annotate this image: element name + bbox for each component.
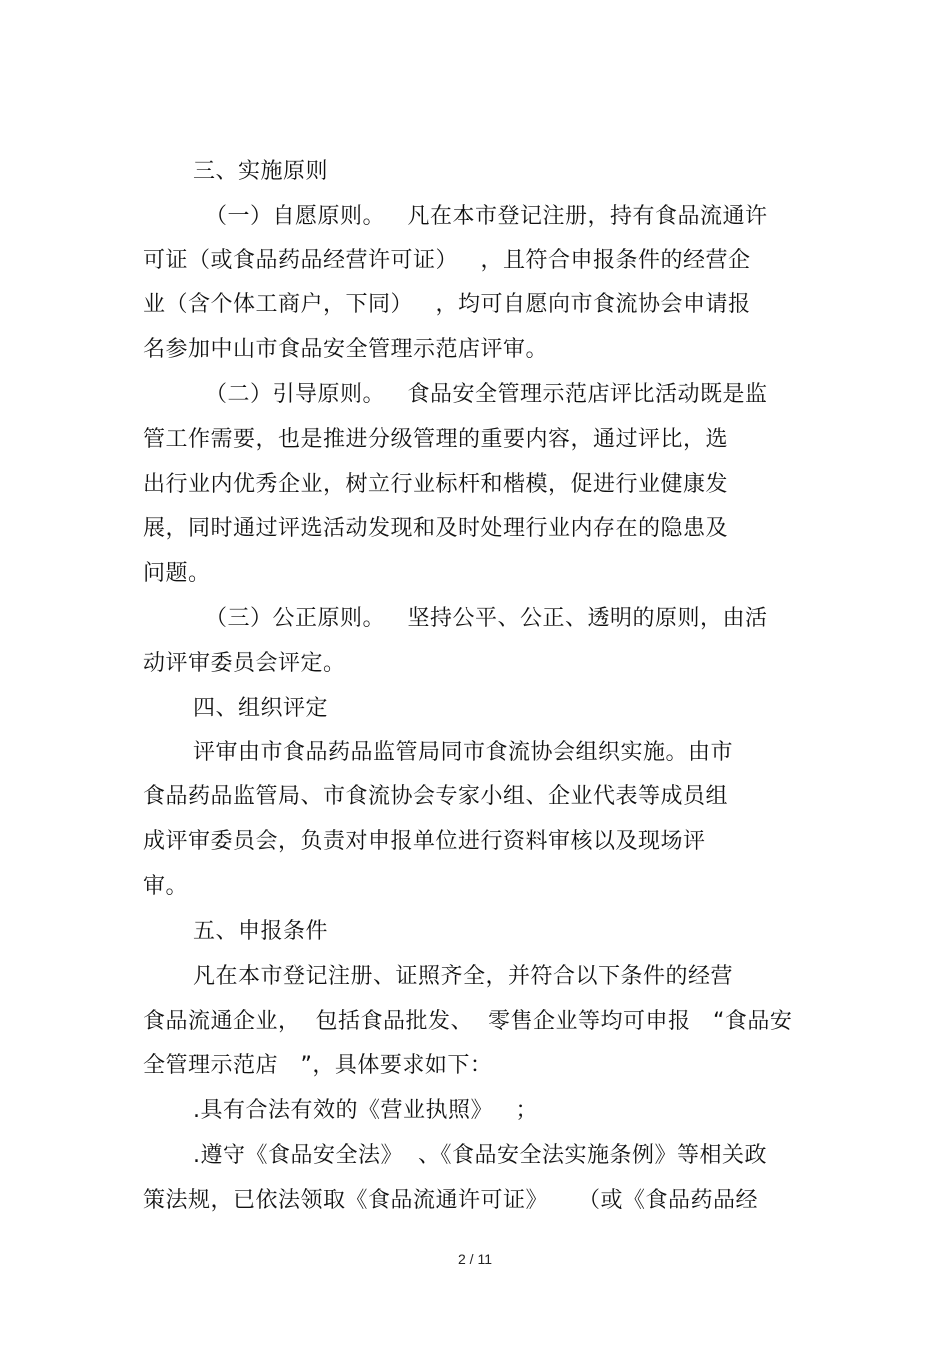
paragraph-line: （三）公正原则。 坚持公平、公正、透明的原则，由活	[205, 606, 768, 631]
paragraph-line: 全管理示范店 ”，具体要求如下：	[143, 1053, 493, 1078]
section-heading-organization-evaluation: 四、组织评定	[193, 696, 329, 721]
paragraph-line: 问题。	[143, 561, 211, 586]
paragraph-line: 出行业内优秀企业，树立行业标杆和楷模，促进行业健康发	[143, 472, 729, 497]
paragraph-line: 名参加中山市食品安全管理示范店评审。	[143, 337, 549, 362]
paragraph-line: 业（含个体工商户，下同） ，均可自愿向市食流协会申请报	[143, 292, 751, 317]
paragraph-line: （二）引导原则。 食品安全管理示范店评比活动既是监	[205, 382, 768, 407]
section-heading-application-conditions: 五、申报条件	[193, 919, 329, 944]
paragraph-line: （一）自愿原则。 凡在本市登记注册，持有食品流通许	[205, 204, 768, 229]
paragraph-line: 成评审委员会，负责对申报单位进行资料审核以及现场评	[143, 829, 706, 854]
paragraph-line: 展，同时通过评选活动发现和及时处理行业内存在的隐患及	[143, 516, 729, 541]
paragraph-line: 食品药品监管局、市食流协会专家小组、企业代表等成员组	[143, 784, 729, 809]
section-heading-implementation-principles: 三、实施原则	[193, 159, 329, 184]
paragraph-line: 管工作需要，也是推进分级管理的重要内容，通过评比，选	[143, 427, 729, 452]
paragraph-line: 凡在本市登记注册、证照齐全，并符合以下条件的经营	[193, 964, 734, 989]
paragraph-line: 动评审委员会评定。	[143, 651, 346, 676]
paragraph-line: 审。	[143, 874, 189, 899]
paragraph-line: 食品流通企业， 包括食品批发、 零售企业等均可申报 “食品安	[143, 1009, 793, 1034]
list-item: .具有合法有效的《营业执照》 ；	[193, 1098, 538, 1123]
paragraph-line: 评审由市食品药品监管局同市食流协会组织实施。由市	[193, 740, 734, 765]
paragraph-line: 可证（或食品药品经营许可证） ，且符合申报条件的经营企	[143, 248, 751, 273]
page-number: 2 / 11	[458, 1251, 492, 1267]
paragraph-line: 策法规，已依法领取《食品流通许可证》 （或《食品药品经	[143, 1188, 758, 1213]
list-item: .遵守《食品安全法》 、《食品安全法实施条例》等相关政	[193, 1143, 767, 1168]
